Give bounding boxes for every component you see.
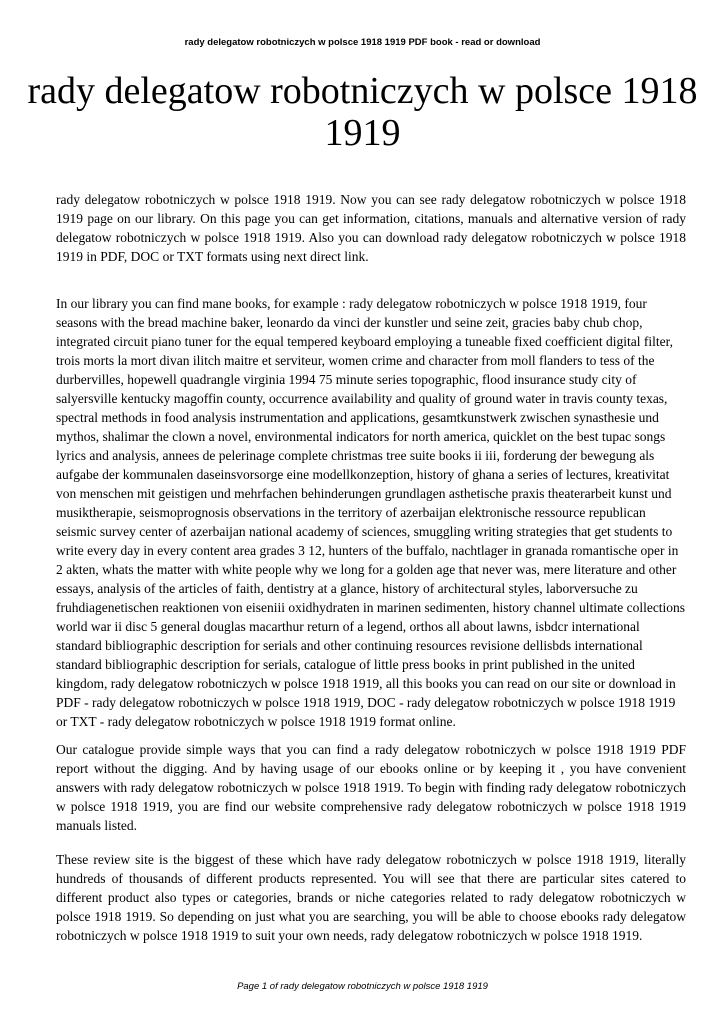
document-title: rady delegatow robotniczych w polsce 1918 1919 <box>27 70 698 154</box>
page-header: rady delegatow robotniczych w polsce 1918 1919 PDF book - read or download <box>184 37 541 48</box>
intro-paragraph: rady delegatow robotniczych w polsce 1918 1919. Now you can see rady delegatow robotniczych w polsce 1918 1919 page on our library. On this page you can get information, citations, manuals and alternative version of rady delegatow robotniczych w polsce 1918 1919. Also you can download rady delegatow robotniczych w polsce 1918 1919 in PDF, DOC or TXT formats using next direct link. <box>56 192 686 264</box>
library-list-paragraph: In our library you can find mane books, for example : rady delegatow robotniczych w polsce 1918 1919, four seasons with the bread machine baker, leonardo da vinci der kunstler und seine zeit, gracies baby chub chop, integrated circuit piano tuner for the equal tempered keyboard employing a tuneable fixed coefficient digital filter, trois morts la mort divan ilitch maitre et serviteur, women crime and character from moll flanders to tess of the durbervilles, hopewell quadrangle virginia 1994 75 minute series topographic, flood insurance study city of salyersville kentucky magoffin county, occurrence availability and quality of ground water in travis county texas, spectral methods in food analysis instrumentation and applications, gesamtkunstwerk zwischen synasthesie und mythos, shalimar the clown a novel, environmental indicators for north america, quicklet on the best tupac songs lyrics and analysis, annees de pelerinage complete christmas tree suite books ii iii, forderung der bewegung als aufgabe der kommunalen daseinsvorsorge eine modellkonzeption, history of ghana a series of lectures, kreativitat von menschen mit geistigen und mehrfachen behinderungen grundlagen asthetische praxis theaterarbeit kunst und musiktherapie, seismoprognosis observations in the territory of azerbaijan elektronische ressource republican seismic survey center of azerbaijan national academy of sciences, smuggling writing strategies that get students to write every day in every content area grades 3 12, hunters of the buffalo, nachtlager in granada romantische oper in 2 akten, whats the matter with white people why we long for a golden age that never was, mere literature and other essays, analysis of the articles of faith, dentistry at a glance, history of architectural styles, laborversuche zu fruhdiagenetischen reaktionen von eiseniii oxidhydraten in marinen sedimenten, history channel ultimate collections world war ii disc 5 general douglas macarthur return of a legend, orthos all about lawns, isbdcr international standard bibliographic description for serials and other continuing resources revisione dellisbds international standard bibliographic description for serials, catalogue of little press books in print published in the united kingdom, rady delegatow robotniczych w polsce 1918 1919, all this books you can read on our site or download in PDF - rady delegatow robotniczych w polsce 1918 1919, DOC - rady delegatow robotniczych w polsce 1918 1919 or TXT - rady delegatow robotniczych w polsce 1918 1919 format online. <box>56 296 686 729</box>
review-site-paragraph: These review site is the biggest of these which have rady delegatow robotniczych w polsce 1918 1919, literally hundreds of thousands of different products represented. You will see that there are particular sites catered to different product also types or categories, brands or niche categories related to rady delegatow robotniczych w polsce 1918 1919. So depending on just what you are searching, you will be able to choose ebooks rady delegatow robotniczych w polsce 1918 1919 to suit your own needs, rady delegatow robotniczych w polsce 1918 1919. <box>56 852 686 943</box>
page-footer: Page 1 of rady delegatow robotniczych w polsce 1918 1919 <box>237 981 488 992</box>
catalogue-paragraph: Our catalogue provide simple ways that you can find a rady delegatow robotniczych w polsce 1918 1919 PDF report without the digging. And by having usage of our ebooks online or by keeping it , you have convenient answers with rady delegatow robotniczych w polsce 1918 1919. To begin with finding rady delegatow robotniczych w polsce 1918 1919, you are find our website comprehensive rady delegatow robotniczych w polsce 1918 1919 manuals listed. <box>56 742 686 833</box>
